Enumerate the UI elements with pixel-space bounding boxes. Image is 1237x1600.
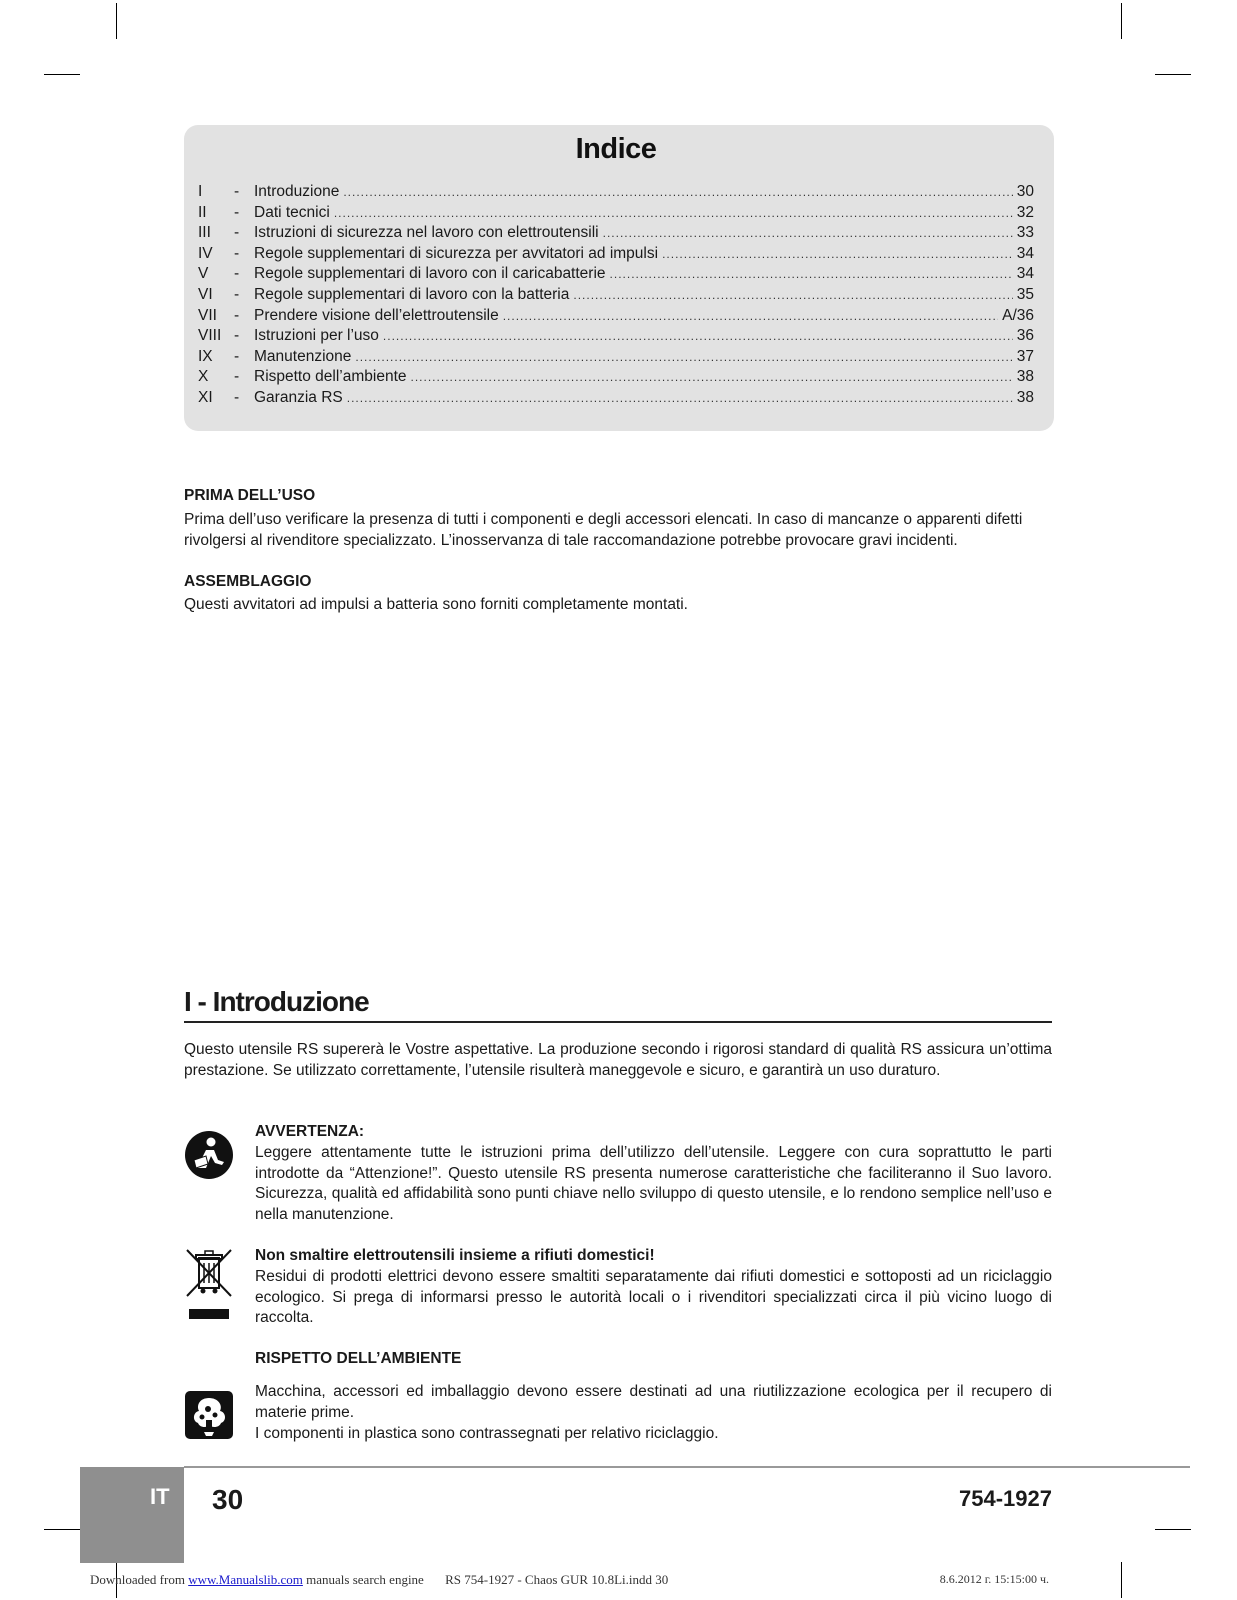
toc-item-leader	[573, 285, 1012, 306]
read-manual-icon	[184, 1130, 234, 1180]
intro-text: Questo utensile RS supererà le Vostre aspettative. La produzione secondo i rigorosi standard di qualità RS assicura un’ottima prestazione. Se utilizzato correttamente, l’utensile risulterà maneggevole e sicuro, e garantirà un uso duraturo.	[184, 1041, 1052, 1079]
download-notice	[90, 1572, 668, 1588]
before-use-text: Prima dell’uso verificare la presenza di tutti i componenti e degli accessori elencati. In caso di mancanze o apparenti difetti rivolgersi al rivenditore specializzato. L’inosservanza di tale raccomandazione potrebbe provocare gravi incidenti.	[184, 511, 1023, 549]
warning-title: AVVERTENZA:	[255, 1123, 365, 1140]
toc-item-leader	[411, 367, 1013, 388]
toc-item-number: V	[198, 265, 209, 283]
warning-text: Leggere attentamente tutte le istruzioni prima dell’utilizzo dell’utensile. Leggere con cura soprattutto le parti introdotte da “Attenzione!”. Questo utensile RS presenta numerose caratteristiche che faciliteranno il Suo lavoro. Sicurezza, qualità ed affidabilità sono punti chiave nello sviluppo di questo utensile, e lo rendono semplice nell’uso e nella manutenzione.	[255, 1144, 1052, 1223]
crop-mark	[1155, 74, 1191, 75]
toc-item-leader	[662, 244, 1013, 265]
crop-mark	[1121, 1562, 1122, 1598]
toc-item[interactable]	[198, 388, 1034, 409]
toc-item-page: A/36	[1002, 306, 1034, 324]
toc-item-leader	[503, 306, 998, 327]
toc-item-dash: -	[234, 244, 240, 262]
toc-item-dash: -	[234, 327, 240, 345]
toc-item-number: II	[198, 203, 207, 221]
toc-item-leader	[347, 388, 1013, 409]
toc-item-page: 37	[1016, 347, 1034, 365]
download-suffix: manuals search engine	[302, 1572, 424, 1587]
crop-mark	[1155, 1529, 1191, 1530]
toc-item-page: 38	[1016, 388, 1034, 406]
toc-item[interactable]	[198, 244, 1034, 265]
toc-item-leader	[334, 203, 1013, 224]
footer-rule	[184, 1466, 1190, 1468]
toc-item[interactable]	[198, 223, 1034, 244]
environment-heading: RISPETTO DELL’AMBIENTE	[255, 1350, 462, 1367]
toc-item-label: Istruzioni di sicurezza nel lavoro con elettroutensili	[254, 224, 599, 242]
toc-item-dash: -	[234, 388, 240, 406]
toc-item-number: X	[198, 368, 209, 386]
toc-item-page: 38	[1016, 368, 1034, 386]
toc-item-page: 35	[1016, 285, 1034, 303]
environment-text-1: Macchina, accessori ed imballaggio devono essere destinati ad una riutilizzazione ecologica per il recupero di materie prime.	[255, 1383, 1052, 1421]
toc-item-page: 32	[1016, 203, 1034, 221]
crop-mark	[44, 74, 80, 75]
before-use-heading: PRIMA DELL’USO	[184, 487, 316, 504]
crossed-bin-icon	[184, 1248, 234, 1322]
toc-item-dash: -	[234, 265, 240, 283]
toc-item-number: I	[198, 183, 203, 200]
toc-title: Indice	[575, 133, 657, 165]
toc-item-number: IX	[198, 347, 213, 365]
toc-item-leader	[355, 347, 1012, 368]
toc-item[interactable]	[198, 326, 1034, 347]
toc-item-number: VI	[198, 285, 213, 303]
toc-item-leader	[603, 223, 1013, 244]
toc-item-leader	[610, 264, 1013, 285]
toc-item-page: 36	[1016, 327, 1034, 345]
page-number: 30	[212, 1484, 244, 1515]
toc-item[interactable]	[198, 367, 1034, 388]
manualslib-link[interactable]: www.Manualslib.com	[188, 1572, 303, 1587]
crop-mark	[44, 1529, 80, 1530]
toc-item[interactable]	[198, 203, 1034, 224]
download-prefix: Downloaded from	[90, 1572, 189, 1587]
toc-item-label: Istruzioni per l’uso	[254, 327, 379, 345]
toc-item[interactable]	[198, 182, 1034, 203]
toc-item-dash: -	[234, 224, 240, 242]
toc-item[interactable]	[198, 306, 1034, 327]
toc-item-dash: -	[234, 347, 240, 365]
toc-item[interactable]	[198, 347, 1034, 368]
timestamp: 8.6.2012 г. 15:15:00 ч.	[939, 1572, 1049, 1586]
toc-item-leader	[383, 326, 1013, 347]
toc-item-page: 34	[1016, 265, 1034, 283]
toc-item-number: IV	[198, 244, 213, 262]
footer-language-bar	[80, 1467, 184, 1563]
toc-item-label: Garanzia RS	[254, 388, 343, 406]
toc-item-label: Regole supplementari di sicurezza per avvitatori ad impulsi	[254, 244, 659, 262]
toc-item-page: 30	[1016, 183, 1034, 200]
file-info: RS 754-1927 - Chaos GUR 10.8Li.indd 30	[445, 1572, 669, 1587]
toc-item-label: Rispetto dell’ambiente	[254, 368, 407, 386]
assembly-text: Questi avvitatori ad impulsi a batteria sono forniti completamente montati.	[184, 596, 688, 613]
intro-title: I - Introduzione	[184, 986, 1052, 1023]
toc-item[interactable]	[198, 264, 1034, 285]
assembly-heading: ASSEMBLAGGIO	[184, 573, 312, 590]
disposal-title: Non smaltire elettroutensili insieme a rifiuti domestici!	[255, 1247, 655, 1264]
toc-list	[198, 182, 1034, 409]
toc-item-label: Regole supplementari di lavoro con la batteria	[254, 285, 570, 303]
crop-mark	[1121, 3, 1122, 39]
product-code: 754-1927	[959, 1486, 1052, 1511]
toc-item-label: Prendere visione dell’elettroutensile	[254, 306, 499, 324]
toc-item-dash: -	[234, 368, 240, 386]
toc-item-number: VIII	[198, 327, 222, 345]
table-of-contents	[184, 125, 1054, 431]
toc-item-leader	[343, 182, 1012, 203]
toc-item-label: Manutenzione	[254, 347, 352, 365]
toc-item-label: Dati tecnici	[254, 203, 330, 221]
footer-language: IT	[150, 1484, 170, 1509]
toc-item-dash: -	[234, 183, 240, 200]
toc-item-dash: -	[234, 203, 240, 221]
disposal-text: Residui di prodotti elettrici devono essere smaltiti separatamente dai rifiuti domestici e sottoposti ad un riciclaggio ecologico. Si prega di informarsi presso le autorità locali o i rivenditori specializzati circa il più vicino luogo di raccolta.	[255, 1268, 1052, 1327]
toc-item-number: VII	[198, 306, 217, 324]
toc-item[interactable]	[198, 285, 1034, 306]
toc-item-number: III	[198, 224, 211, 242]
toc-item-dash: -	[234, 306, 240, 324]
toc-item-page: 34	[1016, 244, 1034, 262]
environment-text-2: I componenti in plastica sono contrassegnati per relativo riciclaggio.	[255, 1425, 719, 1442]
toc-item-label: Regole supplementari di lavoro con il caricabatterie	[254, 265, 606, 283]
toc-item-page: 33	[1016, 224, 1034, 242]
recycle-tree-icon	[184, 1390, 234, 1440]
toc-item-label: Introduzione	[254, 183, 340, 200]
crop-mark	[116, 3, 117, 39]
toc-item-number: XI	[198, 388, 213, 406]
toc-item-dash: -	[234, 285, 240, 303]
